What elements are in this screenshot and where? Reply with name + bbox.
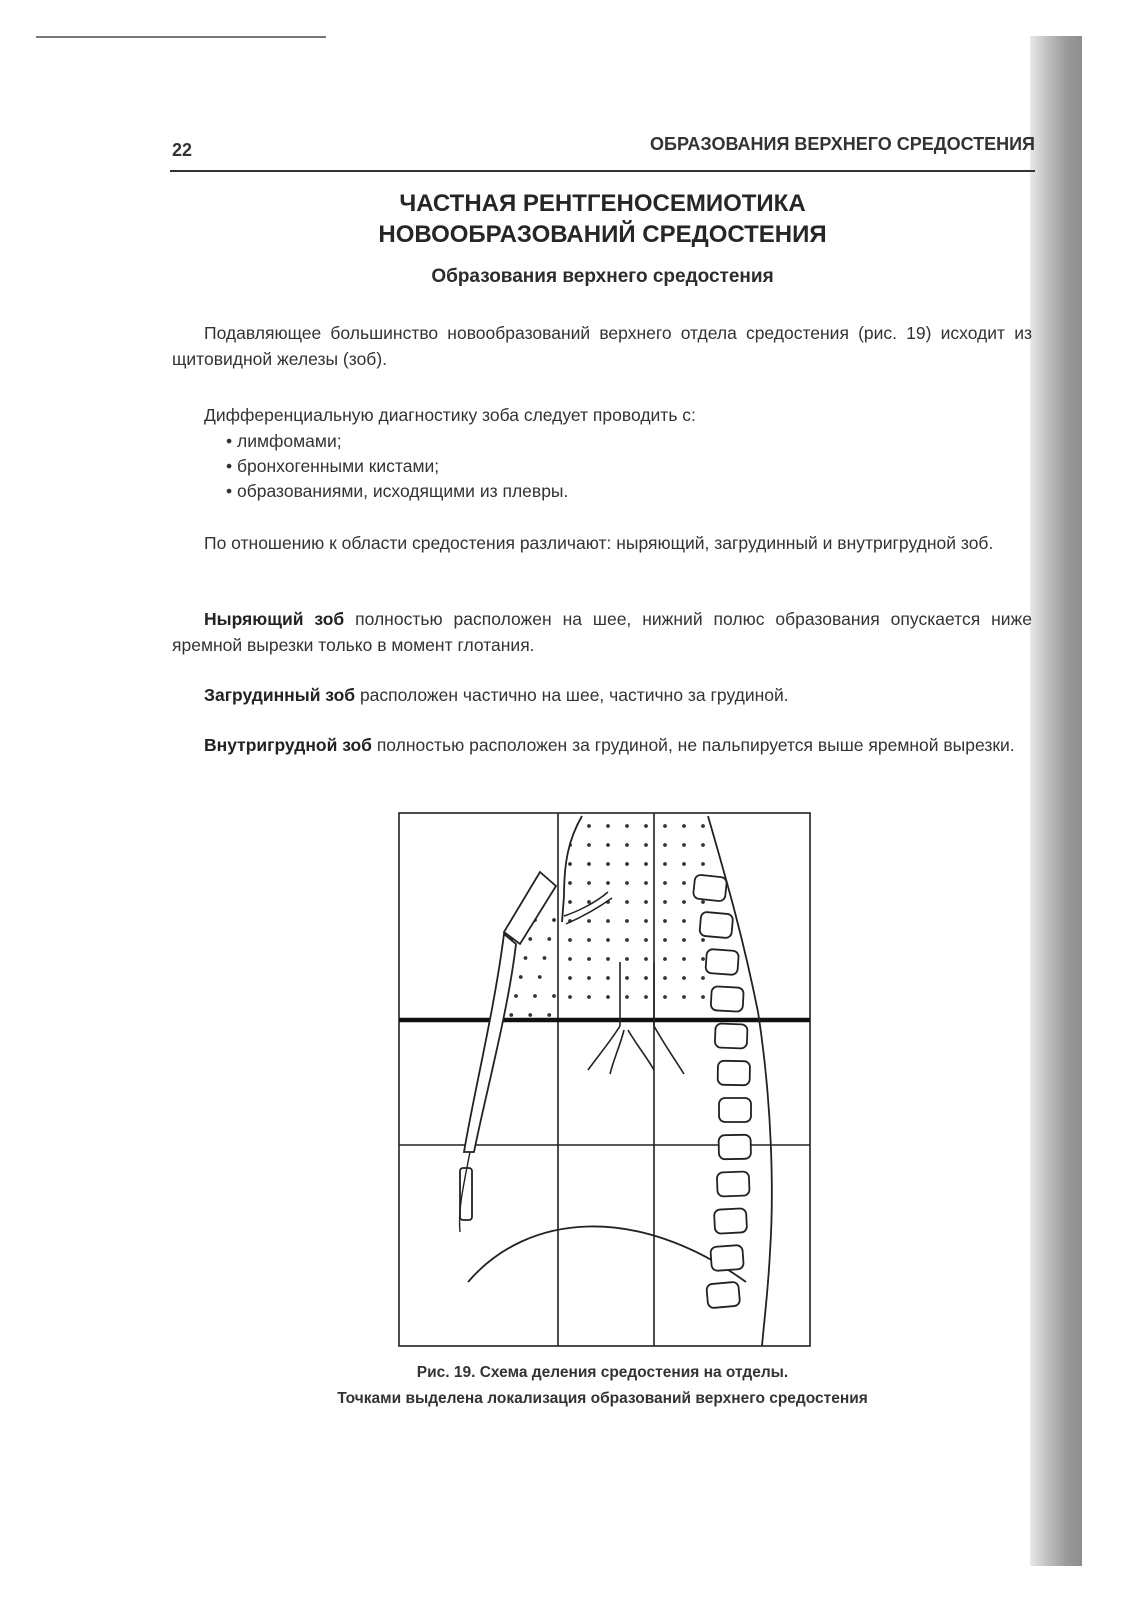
localization-dot (644, 900, 648, 904)
differential-list (226, 429, 568, 504)
localization-dot (644, 824, 648, 828)
localization-dot (701, 995, 705, 999)
localization-dot (682, 938, 686, 942)
localization-dot (606, 995, 610, 999)
term-diving-goiter: Ныряющий зоб (204, 609, 345, 629)
localization-dot (701, 938, 705, 942)
paragraph-2: Дифференциальную диагностику зоба следует проводить с: (204, 405, 696, 425)
localization-dot (587, 976, 591, 980)
localization-dot (552, 994, 556, 998)
localization-dot (701, 900, 705, 904)
localization-dot (625, 862, 629, 866)
vertebral-body (706, 1282, 740, 1309)
list-item: • образованиями, исходящими из плевры. (226, 479, 568, 504)
localization-dot (606, 824, 610, 828)
localization-dot (663, 881, 667, 885)
localization-dot (606, 938, 610, 942)
manubrium (504, 872, 556, 944)
chapter-title-line-1: ЧАСТНАЯ РЕНТГЕНОСЕМИОТИКА (399, 190, 806, 217)
localization-dot (524, 956, 528, 960)
paragraph-3: По отношению к области средостения различают: ныряющий, загрудинный и внутригрудной зоб. (204, 533, 994, 553)
localization-dot (568, 881, 572, 885)
localization-dot (587, 843, 591, 847)
localization-dot (606, 919, 610, 923)
localization-dot (547, 1013, 551, 1017)
figure-19-mediastinum-diagram (398, 812, 812, 1348)
term-intrathoracic-goiter: Внутригрудной зоб (204, 735, 372, 755)
paragraph-4 (172, 606, 1032, 658)
localization-dot (644, 881, 648, 885)
localization-dot (682, 900, 686, 904)
localization-dot (701, 843, 705, 847)
aortic-arch-line-1 (564, 892, 608, 916)
localization-dot (587, 995, 591, 999)
localization-dot (587, 862, 591, 866)
paragraph-6 (172, 732, 1032, 758)
running-section-title: ОБРАЗОВАНИЯ ВЕРХНЕГО СРЕДОСТЕНИЯ (650, 134, 1035, 154)
sternum (464, 934, 516, 1152)
trachea-outline-left (562, 816, 582, 922)
localization-dot (625, 938, 629, 942)
localization-dot (644, 976, 648, 980)
localization-dot (701, 862, 705, 866)
localization-dot (568, 824, 572, 828)
subsection-title: Образования верхнего средостения (431, 266, 774, 287)
vertebral-body (711, 986, 744, 1012)
localization-dot (509, 1013, 513, 1017)
localization-dot (552, 918, 556, 922)
vertebral-body (718, 1061, 750, 1086)
figure-caption-line-1: Рис. 19. Схема деления средостения на отделы. (416, 1364, 789, 1381)
mediastinum-schematic (398, 812, 812, 1348)
localization-dot (644, 995, 648, 999)
localization-dot (644, 919, 648, 923)
localization-dot (663, 976, 667, 980)
vertebral-body (715, 1023, 748, 1048)
localization-dot (568, 957, 572, 961)
localization-dot (644, 862, 648, 866)
localization-dot (663, 919, 667, 923)
localization-dot (587, 824, 591, 828)
localization-dot (587, 919, 591, 923)
localization-dot (606, 957, 610, 961)
paragraph-4-text: полностью расположен на шее, нижний полюс образования опускается ниже яремной вырезки только в момент глотания. (172, 609, 1032, 655)
vertebral-body (717, 1171, 750, 1196)
localization-dot (547, 937, 551, 941)
localization-dot (682, 881, 686, 885)
right-bronchus-branch (654, 1026, 684, 1074)
localization-dot (533, 994, 537, 998)
localization-dot (625, 957, 629, 961)
localization-dot (568, 862, 572, 866)
localization-dot (625, 919, 629, 923)
diaphragm-dome (468, 1226, 746, 1282)
localization-dot (514, 994, 518, 998)
localization-dot (625, 995, 629, 999)
paragraph-5-text: расположен частично на шее, частично за грудиной. (355, 685, 789, 705)
localization-dot (568, 900, 572, 904)
vertebral-body (714, 1208, 747, 1234)
localization-dot (682, 957, 686, 961)
localization-dot (568, 976, 572, 980)
localization-dot (663, 824, 667, 828)
vertebral-body (699, 912, 733, 939)
chapter-title (170, 188, 1035, 250)
localization-dot (519, 975, 523, 979)
paragraph-6-text: полностью расположен за грудиной, не пальпируется выше яремной вырезки. (371, 735, 1015, 755)
localization-dot (587, 938, 591, 942)
localization-dot (663, 995, 667, 999)
paragraph-5 (172, 682, 1032, 708)
localization-dot (568, 995, 572, 999)
vertebral-body (710, 1245, 744, 1271)
vertebral-body (705, 949, 739, 975)
chapter-title-line-2: НОВООБРАЗОВАНИЙ СРЕДОСТЕНИЯ (378, 221, 827, 248)
localization-dot (663, 862, 667, 866)
localization-dot (606, 976, 610, 980)
localization-dot (682, 862, 686, 866)
localization-dot (682, 919, 686, 923)
localization-dot (625, 900, 629, 904)
list-item: • бронхогенными кистами; (226, 454, 568, 479)
right-main-bronchus (628, 1030, 654, 1070)
list-item: • лимфомами; (226, 429, 568, 454)
page-number: 22 (172, 140, 193, 160)
localization-dot (682, 995, 686, 999)
vertebral-body (719, 1098, 751, 1122)
localization-dot (625, 824, 629, 828)
localization-dot (587, 881, 591, 885)
localization-dot (606, 843, 610, 847)
paragraph-1: Подавляющее большинство новообразований верхнего отдела средостения (рис. 19) исходит из щитовидной железы (зоб). (172, 323, 1032, 369)
running-head (170, 134, 1035, 172)
localization-dot (543, 956, 547, 960)
localization-dot (663, 957, 667, 961)
localization-dot (538, 975, 542, 979)
localization-dot (528, 1013, 532, 1017)
localization-dot (625, 881, 629, 885)
localization-dot (682, 824, 686, 828)
localization-dot (701, 824, 705, 828)
localization-dot (568, 938, 572, 942)
localization-dot (644, 938, 648, 942)
localization-dot (682, 843, 686, 847)
left-main-bronchus (588, 1026, 620, 1070)
localization-dot (663, 900, 667, 904)
localization-dot (528, 937, 532, 941)
localization-dot (663, 938, 667, 942)
localization-dot (587, 900, 591, 904)
term-retrosternal-goiter: Загрудинный зоб (204, 685, 356, 705)
localization-dot (606, 862, 610, 866)
localization-dot (663, 843, 667, 847)
localization-dot (625, 843, 629, 847)
localization-dot (625, 976, 629, 980)
vertebral-body (719, 1135, 751, 1160)
localization-dot (701, 957, 705, 961)
localization-dot (644, 957, 648, 961)
localization-dot (644, 843, 648, 847)
figure-caption-line-2: Точками выделена локализация образований верхнего средостения (337, 1390, 868, 1407)
localization-dot (587, 957, 591, 961)
superior-mediastinum-dots (568, 824, 705, 999)
localization-dot (682, 976, 686, 980)
localization-dot (606, 881, 610, 885)
localization-dot (701, 976, 705, 980)
vertebral-body (693, 874, 727, 901)
